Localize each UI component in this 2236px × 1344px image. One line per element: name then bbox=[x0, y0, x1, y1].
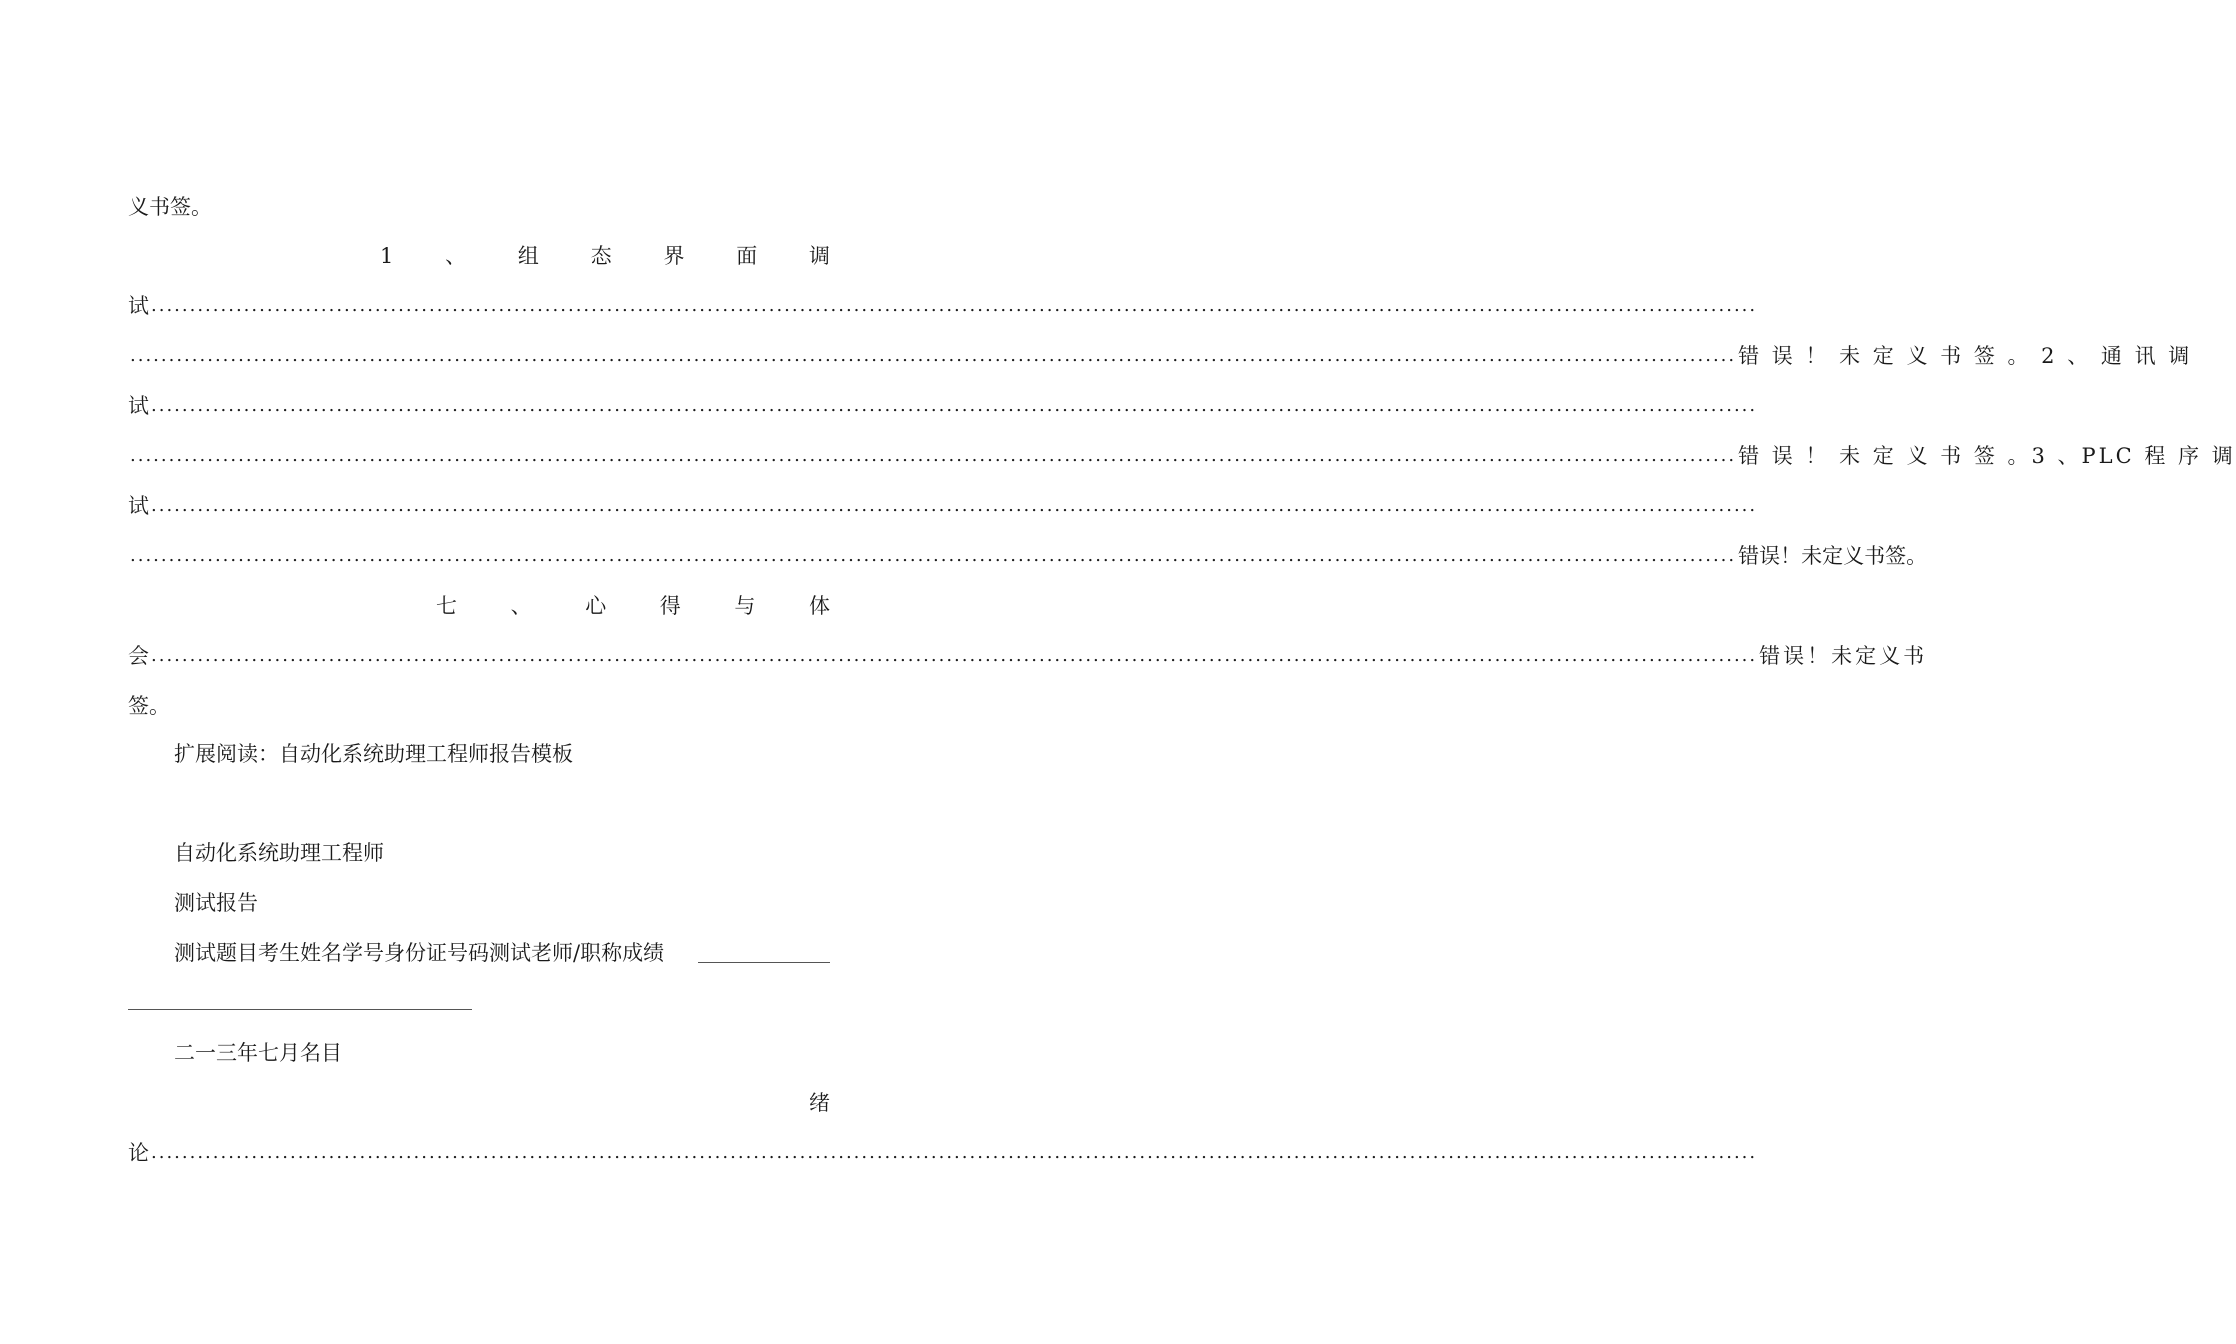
report-fields-line: 测试题目考生姓名学号身份证号码测试老师/职称成绩 bbox=[174, 941, 665, 965]
report-title: 自动化系统助理工程师 bbox=[174, 841, 384, 865]
toc-item-plc-heading: ..... 错 误 ！ 未 定 义 书 签 。3 、PLC 程 序 调 bbox=[128, 441, 830, 471]
toc-item-plc-leader: 试 ..... bbox=[128, 491, 830, 521]
toc-carry-end: 义书签。 bbox=[128, 195, 212, 219]
dot-leader bbox=[130, 341, 1736, 371]
toc-item-comm-heading: ..... 错 误 ！ 未 定 义 书 签 。 2 、 通 讯 调 bbox=[128, 341, 830, 371]
toc-item-config-leader: 试 ..... bbox=[128, 291, 830, 321]
toc-item-plc-end: ..... 错误！未定义书签。 bbox=[128, 541, 830, 571]
dot-leader bbox=[151, 641, 1757, 671]
toc2-leader: 论 ..... bbox=[128, 1138, 830, 1168]
toc-item-config-heading: 1 、 组 态 界 面 调 bbox=[380, 244, 830, 268]
dot-leader bbox=[151, 391, 1757, 421]
extended-reading: 扩展阅读：自动化系统助理工程师报告模板 bbox=[174, 742, 573, 766]
toc-item-experience-end: 签。 bbox=[128, 694, 170, 718]
report-subtitle: 测试报告 bbox=[174, 891, 258, 915]
toc2-heading: 绪 bbox=[809, 1091, 830, 1115]
dot-leader bbox=[151, 491, 1757, 521]
fill-in-underline bbox=[128, 1009, 472, 1010]
dot-leader bbox=[130, 441, 1736, 471]
dot-leader bbox=[130, 541, 1736, 571]
toc-item-experience-heading: 七 、 心 得 与 体 bbox=[436, 594, 830, 618]
dot-leader bbox=[151, 1138, 1757, 1168]
fill-in-underline bbox=[698, 962, 830, 963]
toc-item-experience-leader: 会 ..... 错误！未定义书 bbox=[128, 641, 830, 671]
dot-leader bbox=[151, 291, 1757, 321]
report-date-line: 二一三年七月名目 bbox=[174, 1041, 342, 1065]
toc-item-comm-leader: 试 ..... bbox=[128, 391, 830, 421]
